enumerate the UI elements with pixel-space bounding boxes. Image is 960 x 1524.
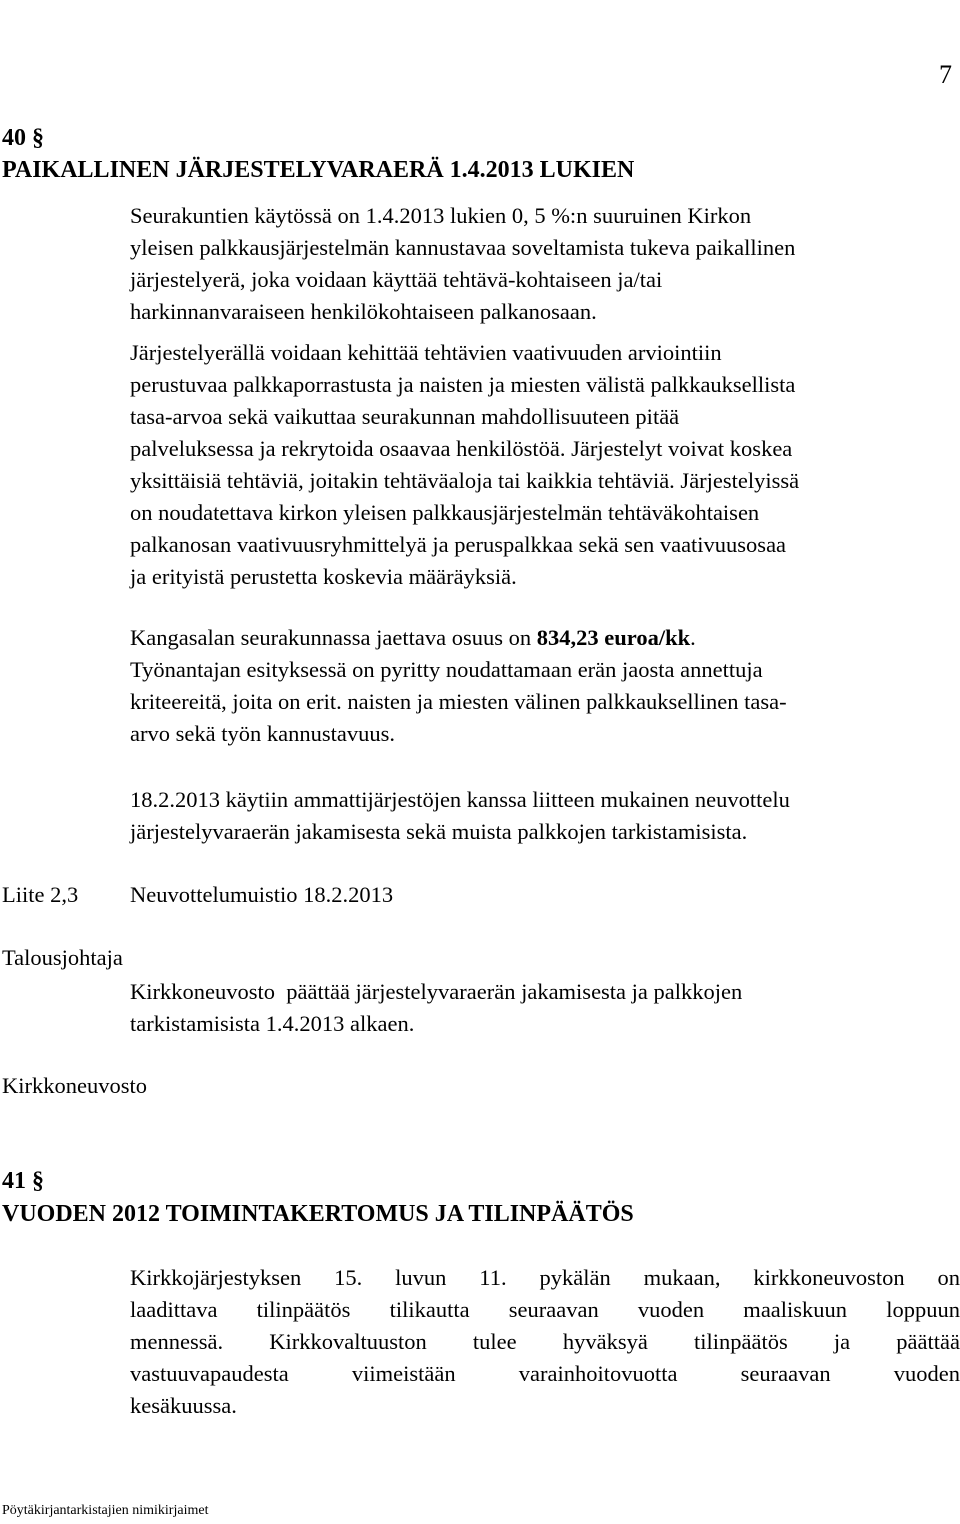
share-text: Kangasalan seurakunnassa jaettava osuus on <box>130 625 537 650</box>
decision-label: Kirkkoneuvosto <box>2 1073 147 1098</box>
section-40-paragraph-3 <box>130 622 960 750</box>
page-number: 7 <box>939 60 952 89</box>
attachment-text: Neuvottelumuistio 18.2.2013 <box>130 882 394 907</box>
paragraph-line: laadittava tilinpäätös tilikautta seuraavan vuoden maaliskuun loppuun <box>130 1297 960 1322</box>
paragraph-line <box>130 622 960 654</box>
paragraph-line: Työnantajan esityksessä on pyritty noudattamaan erän jaosta annettuja <box>130 657 763 682</box>
paragraph-line: kesäkuussa. <box>130 1393 237 1418</box>
paragraph-line: tarkistamisista 1.4.2013 alkaen. <box>130 1011 415 1036</box>
paragraph-line: Kirkkojärjestyksen 15. luvun 11. pykälän mukaan, kirkkoneuvoston on <box>130 1265 960 1290</box>
paragraph-line: palveluksessa ja rekrytoida osaavaa henkilöstöä. Järjestelyt voivat koskea <box>130 436 793 461</box>
paragraph-line: mennessä. Kirkkovaltuuston tulee hyväksyä tilinpäätös ja päättää <box>130 1329 960 1354</box>
share-period: . <box>690 625 696 650</box>
header-date: 19.3.2013 <box>866 30 954 55</box>
section-sign-icon: § <box>32 1168 44 1194</box>
header-document: ESITYSLISTA 3/2013 <box>753 0 954 25</box>
footer-signatures-label: Pöytäkirjantarkistajien nimikirjaimet <box>2 1503 209 1518</box>
proposal-text <box>130 976 960 1040</box>
paragraph-line: on noudatettava kirkon yleisen palkkausjärjestelmän tehtäväkohtaisen <box>130 500 760 525</box>
section-40-paragraph-1 <box>130 200 960 328</box>
attachment-label: Liite 2,3 <box>2 882 79 907</box>
paragraph-line: yksittäisiä tehtäviä, joitakin tehtäväaloja tai kaikkia tehtäviä. Järjestelyissä <box>130 468 800 493</box>
paragraph-line: Järjestelyerällä voidaan kehittää tehtävien vaativuuden arviointiin <box>130 340 722 365</box>
paragraph-line: Kirkkoneuvosto päättää järjestelyvaraerän jakamisesta ja palkkojen <box>130 979 743 1004</box>
section-41-paragraph <box>130 1262 960 1422</box>
section-sign-icon: § <box>32 125 44 151</box>
paragraph-line: yleisen palkkausjärjestelmän kannustavaa soveltamista tukeva paikallinen <box>130 235 796 260</box>
paragraph-line: järjestelyvaraerän jakamisesta sekä muista palkkojen tarkistamisista. <box>130 819 748 844</box>
section-40-title: PAIKALLINEN JÄRJESTELYVARAERÄ 1.4.2013 LUKIEN <box>2 157 635 183</box>
proposer-label: Talousjohtaja <box>2 945 123 970</box>
paragraph-line: palkanosan vaativuusryhmittelyä ja peruspalkkaa sekä sen vaativuusosaa <box>130 532 787 557</box>
paragraph-line: ja erityistä perustetta koskevia määräyksiä. <box>130 564 517 589</box>
paragraph-line: arvo sekä työn kannustavuus. <box>130 721 395 746</box>
header-body: KIRKKONEUVOSTO <box>2 30 206 55</box>
section-40-paragraph-2 <box>130 337 960 593</box>
paragraph-line: vastuuvapaudesta viimeistään varainhoitovuotta seuraavan vuoden <box>130 1361 960 1386</box>
paragraph-line: 18.2.2013 käytiin ammattijärjestöjen kanssa liitteen mukainen neuvottelu <box>130 787 790 812</box>
section-41-number-line <box>2 1165 44 1197</box>
share-amount: 834,23 euroa/kk <box>536 625 691 650</box>
paragraph-line: järjestelyerä, joka voidaan käyttää tehtävä-kohtaiseen ja/tai <box>130 267 663 292</box>
header-organization: KANGASALAN SEURAKUNTA <box>2 0 308 25</box>
section-40-paragraph-4 <box>130 784 960 848</box>
paragraph-line: tasa-arvoa sekä vaikuttaa seurakunnan mahdollisuuteen pitää <box>130 404 680 429</box>
paragraph-line: perustuvaa palkkaporrastusta ja naisten ja miesten välistä palkkauksellista <box>130 372 796 397</box>
paragraph-line: Seurakuntien käytössä on 1.4.2013 lukien 0, 5 %:n suuruinen Kirkon <box>130 203 752 228</box>
paragraph-line: harkinnanvaraiseen henkilökohtaiseen palkanosaan. <box>130 299 597 324</box>
paragraph-line: kriteereitä, joita on erit. naisten ja miesten välinen palkkauksellinen tasa- <box>130 689 787 714</box>
section-40-number-line <box>2 122 44 154</box>
section-41-title: VUODEN 2012 TOIMINTAKERTOMUS JA TILINPÄÄTÖS <box>2 1201 634 1227</box>
section-41-number: 41 <box>2 1168 26 1194</box>
section-40-number: 40 <box>2 125 26 151</box>
